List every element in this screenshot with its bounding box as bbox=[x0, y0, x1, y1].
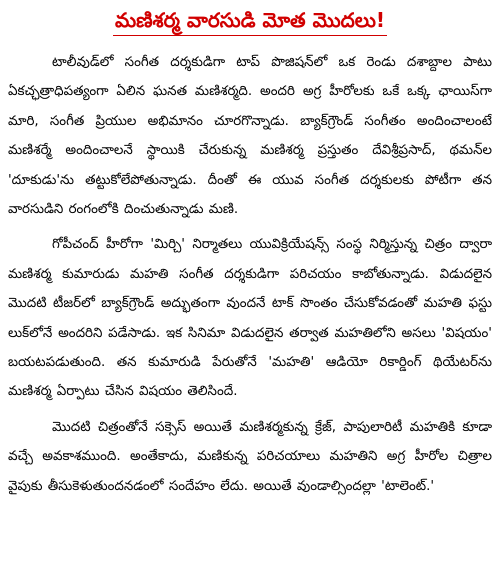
article-headline: మణిశర్మ వారసుడి మోత మొదలు! bbox=[113, 6, 387, 36]
article-paragraph-3: మొదటి చిత్రంతోనే సక్సెస్ అయితే మణిశర్మకున్న క్రేజ్, పాపులారిటీ మహతికి కూడా వచ్చే అవకాశముంది. అంతేకాదు, మణికున్న పరిచయాలు మహతిని అగ్ర హీరోల చిత్రాల వైపుకు తీసుకెళుతుందనడంలో సందేహం లేదు. అయితే వుండాల్సిందల్లా 'టాలెంట్.' bbox=[8, 419, 492, 494]
headline-container bbox=[8, 6, 492, 36]
article-paragraph-1: టాలీవుడ్‌లో సంగీత దర్శకుడిగా టాప్ పొజిషన్‌లో ఒక రెండు దశాబ్దాల పాటు ఏకచ్ఛత్రాధిపత్యంగా ఏలిన ఘనత మణిశర్మది. అందరి అగ్ర హీరోలకు ఒకే ఒక్క ఛాయిస్‌గా మారి, సంగీత ప్రియుల అభిమానం చూరగొన్నాడు. బ్యాక్‌గ్రౌండ్ సంగీతం అందించాలంటే మణిశర్మే అందించాలనే స్థాయికి చేరుకున్న మణిశర్మ ప్రస్తుతం దేవిశ్రీప్రసాద్, థమన్‌ల 'దూకుడు'ను తట్టుకోలేపోతున్నాడు. దీంతో ఈ యువ సంగీత దర్శకులకు పోటీగా తన వారసుడిని రంగంలోకి దించుతున్నాడు మణి. bbox=[8, 55, 492, 218]
article-paragraph-2: గోపీచంద్ హీరోగా 'మిర్చి' నిర్మాతలు యువిక్రియేషన్స్ సంస్థ నిర్మిస్తున్న చిత్రం ద్వారా మణిశర్మ కుమారుడు మహతి సంగీత దర్శకుడిగా పరిచయం కాబోతున్నాడు. విడుదలైన మొదటి టీజర్‌లో బ్యాక్‌గ్రౌండ్ అద్భుతంగా వుందనే టాక్ సొంతం చేసుకోవడంతో మహతి ఫస్టు లుక్‌లోనే అందరిని పడేసాడు. ఇక సినిమా విడుదలైన తర్వాత మహతిలోని అసలు 'విషయం' బయటపడుతుంది. తన కుమారుడి పేరుతోనే 'మహతి' ఆడియో రికార్డింగ్ థియేటర్‌ను మణిశర్మ ఏర్పాటు చేసిన విషయం తెలిసిందే. bbox=[8, 237, 492, 400]
